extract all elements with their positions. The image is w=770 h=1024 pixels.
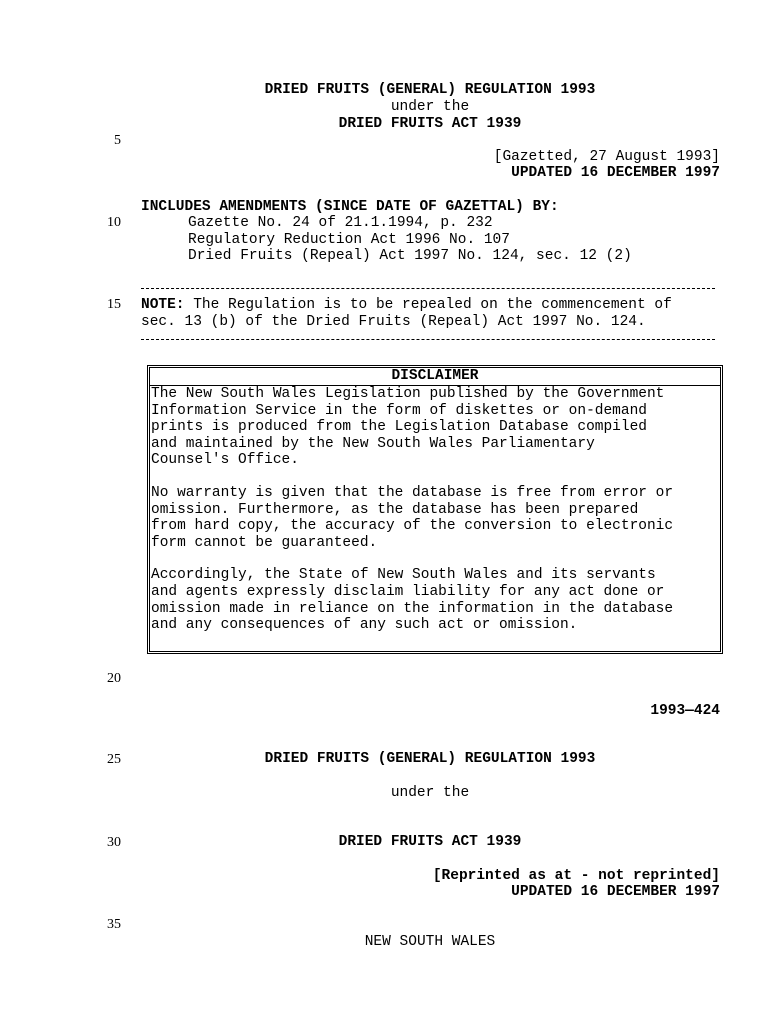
second-act-title: DRIED FRUITS ACT 1939 [338,834,522,850]
line-number-25: 25 [107,752,121,767]
line-number-20: 20 [107,671,121,686]
act-title: DRIED FRUITS ACT 1939 [338,116,522,132]
second-document-title: DRIED FRUITS (GENERAL) REGULATION 1993 [264,751,596,767]
regulation-number: 1993—424 [650,703,720,719]
second-under-the-text: under the [390,785,470,801]
disclaimer-paragraph: No warranty is given that the database is free from error or omission. Furthermore, as the database has been prepared from hard copy, the accuracy of the conversion to electronic form cannot be guaranteed. [151,484,674,551]
amendment-item: Regulatory Reduction Act 1996 No. 107 [188,232,510,248]
second-updated-date: UPDATED 16 DECEMBER 1997 [511,884,720,900]
line-number-35: 35 [107,917,121,932]
note-line-1 [141,297,672,314]
disclaimer-title: DISCLAIMER [150,368,720,386]
note-line-2: sec. 13 (b) of the Dried Fruits (Repeal) Act 1997 No. 124. [141,314,646,330]
line-number-30: 30 [107,835,121,850]
updated-date: UPDATED 16 DECEMBER 1997 [511,165,720,181]
amendment-item: Gazette No. 24 of 21.1.1994, p. 232 [188,215,493,231]
line-number-5: 5 [114,133,121,148]
gazetted-date: [Gazetted, 27 August 1993] [493,149,720,165]
line-number-15: 15 [107,297,121,312]
reprinted-status: [Reprinted as at - not reprinted] [432,868,720,884]
line-number-10: 10 [107,215,121,230]
dashed-divider [141,339,715,340]
disclaimer-box [147,365,723,654]
document-title: DRIED FRUITS (GENERAL) REGULATION 1993 [264,82,596,98]
note-label: NOTE: [141,297,185,313]
jurisdiction: NEW SOUTH WALES [364,934,496,950]
disclaimer-paragraph: Accordingly, the State of New South Wales and its servants and agents expressly disclaim liability for any act done or omission made in reliance on the information in the database and any consequences of any such act or omission. [151,567,674,634]
dashed-divider [141,288,715,289]
amendment-item: Dried Fruits (Repeal) Act 1997 No. 124, sec. 12 (2) [188,248,632,264]
note-text: The Regulation is to be repealed on the commencement of [184,297,672,313]
disclaimer-paragraph: The New South Wales Legislation published by the Government Information Service in the form of diskettes or on-demand prints is produced from the Legislation Database compiled and maintained by the New South Wales Parliamentary Counsel's Office. [151,386,665,469]
under-the-text: under the [390,99,470,115]
amendments-heading: INCLUDES AMENDMENTS (SINCE DATE OF GAZETTAL) BY: [141,199,559,215]
